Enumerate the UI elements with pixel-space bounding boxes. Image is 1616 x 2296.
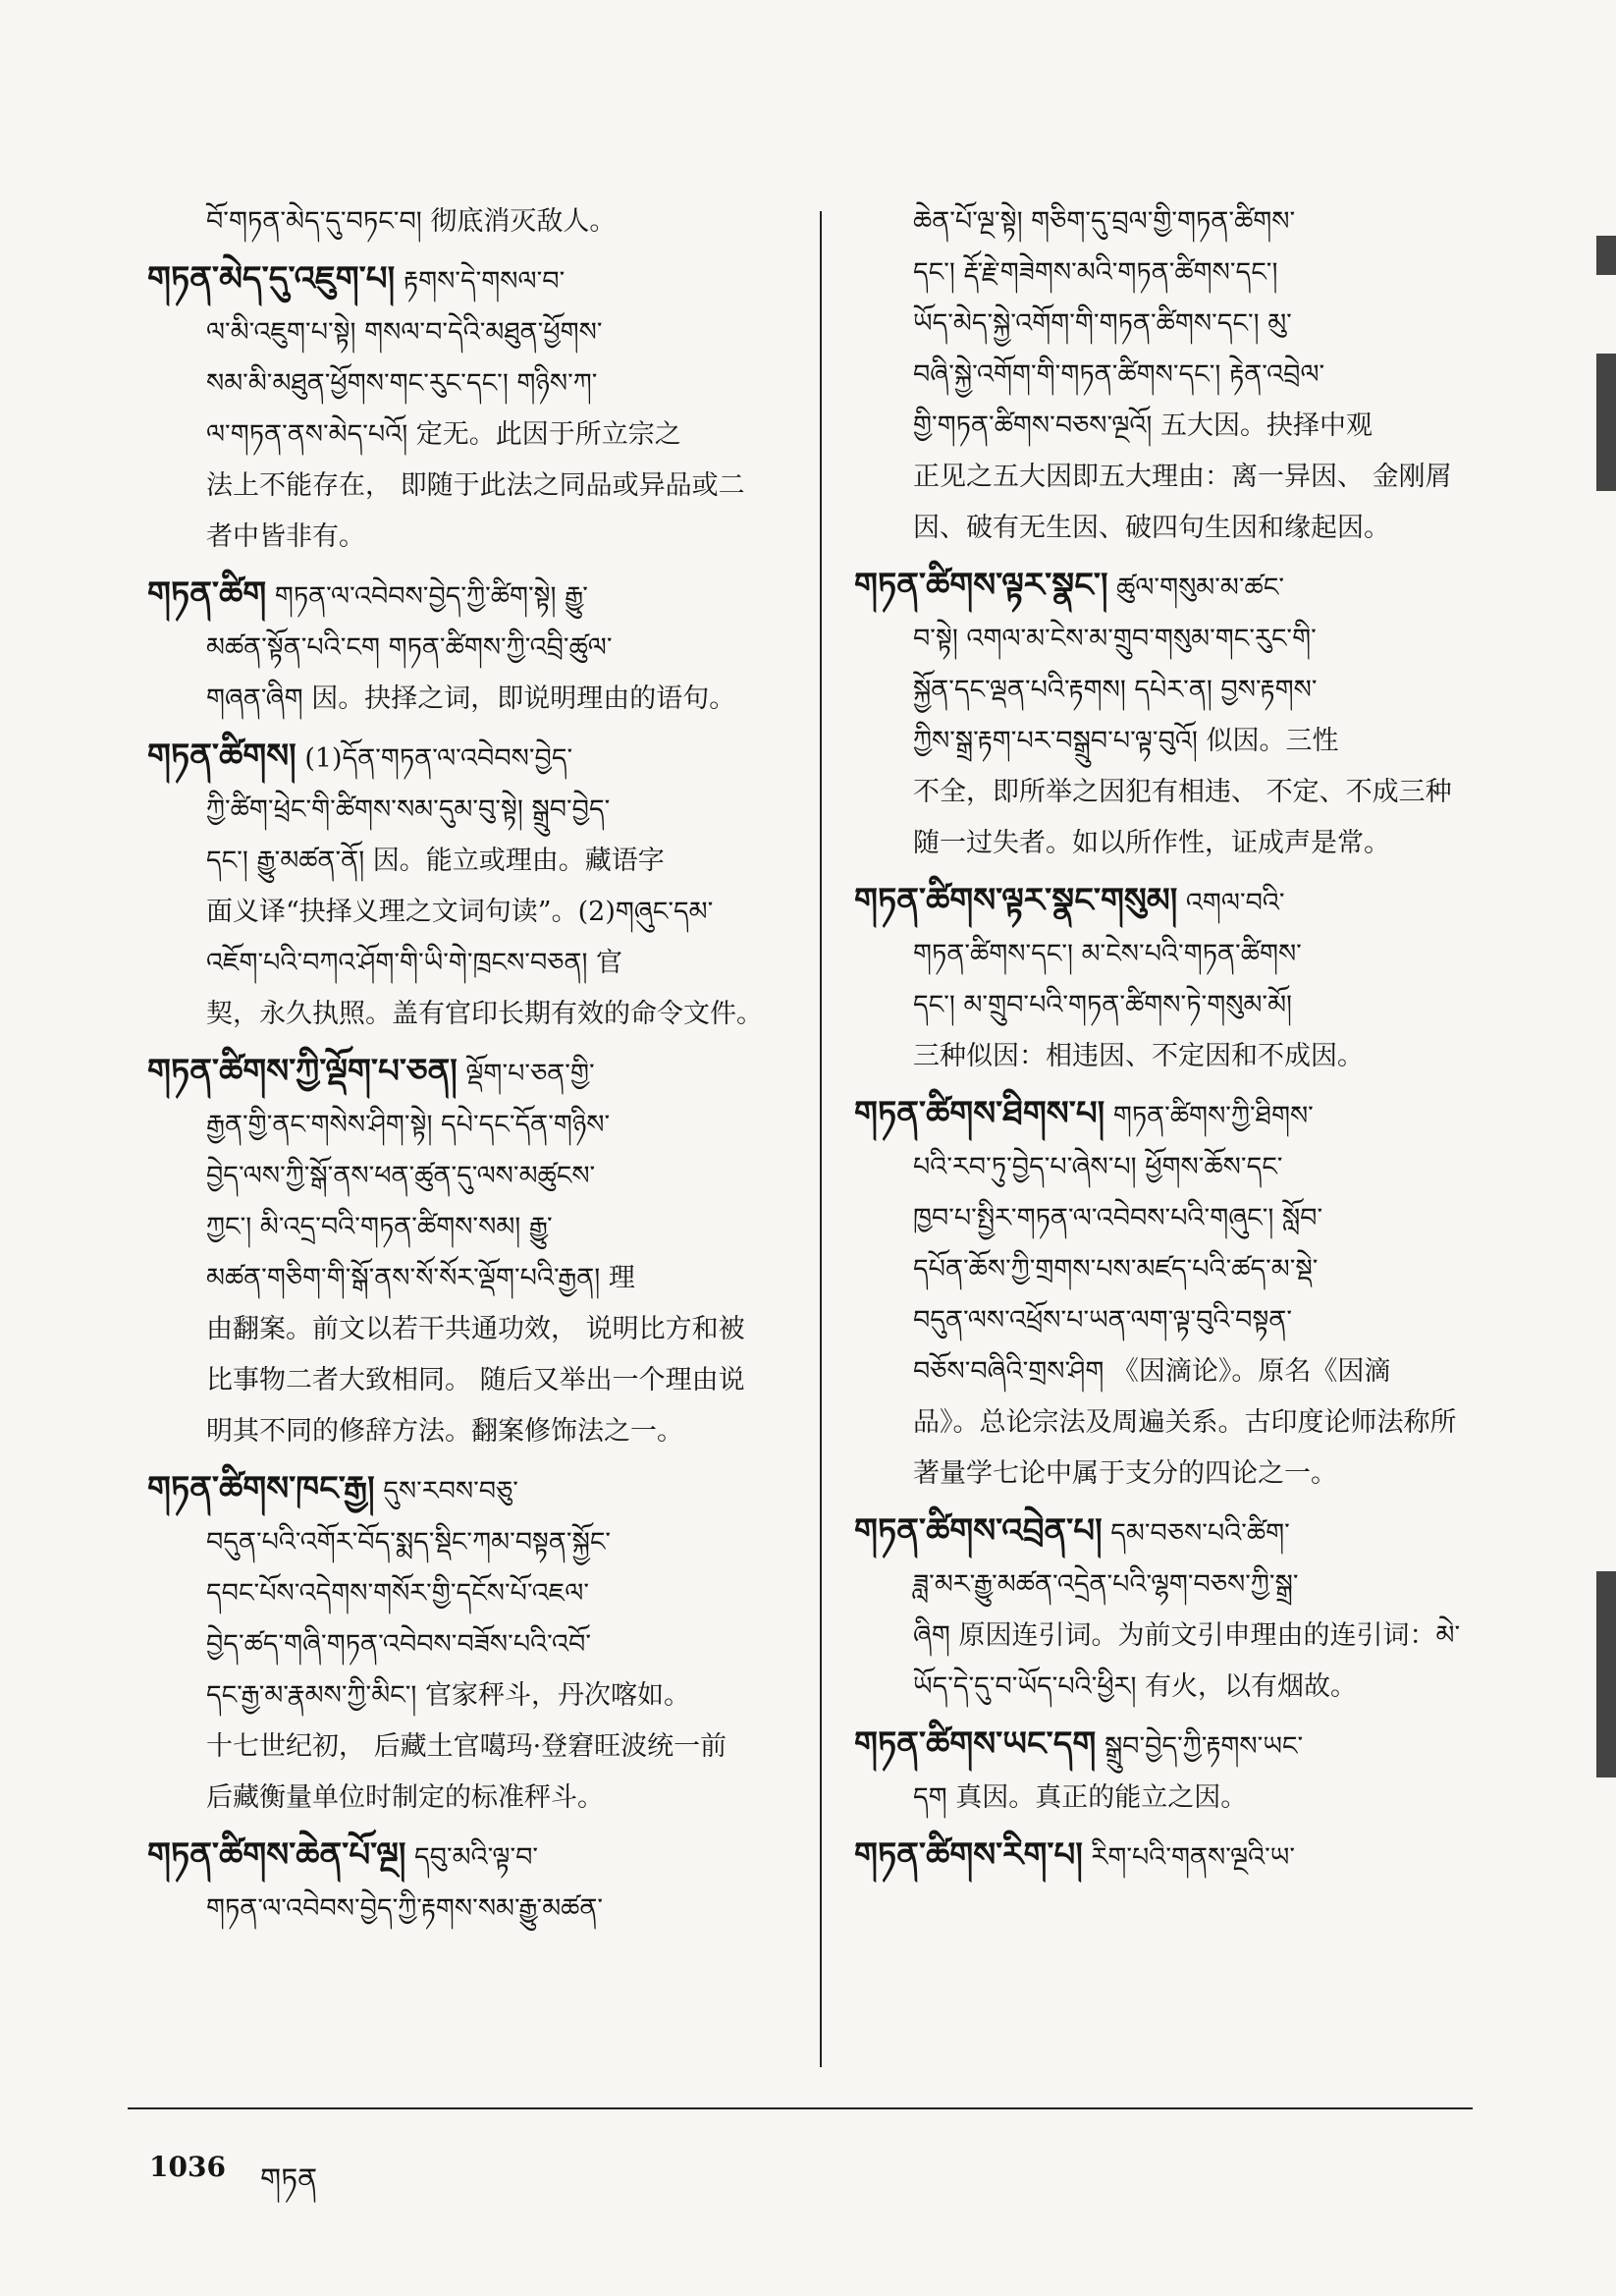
entry-text: གཞན་ཞིག 因。抉择之词，即说明理由的语句。 [206, 683, 736, 714]
entry-text: ཀྱང་། མི་འདྲ་བའི་གཏན་ཚིགས་སམ། རྒྱུ་ [206, 1212, 553, 1242]
entry-text: ཡོད་མེད་སྐྱེ་འགོག་གི་གཏན་ཚིགས་དང་། མུ་ [913, 308, 1292, 339]
page-number: 1036 [149, 2151, 226, 2183]
entry-line [147, 1463, 795, 1517]
entry-headword: གཏན་ཚིགས་ཐིགས་པ། [854, 1094, 1105, 1133]
entry-headword: གཏན་ཚིགས་རིག་པ། [854, 1835, 1083, 1875]
entry-text: དང་། རྒྱུ་མཚན་ནོ། 因。能立或理由。藏语字 [206, 846, 665, 876]
entry-line [854, 1830, 1492, 1884]
entry-line [147, 1406, 795, 1457]
entry-line [147, 358, 795, 410]
entry-text: གཏན་ལ་འབེབས་བྱེད་ཀྱི་རྟགས་སམ་རྒྱུ་མཚན་ [206, 1893, 604, 1924]
entry-line [854, 1719, 1492, 1773]
entry-text: 十七世纪初， 后藏土官噶玛·登窘旺波统一前 [206, 1731, 727, 1762]
entry-line [147, 410, 795, 461]
entry-line [854, 929, 1492, 980]
entry-line [854, 1611, 1492, 1662]
entry-text: 不全，即所举之因犯有相违、 不定、不成三种 [913, 777, 1452, 807]
entry-text: གཏན་ཚིགས་དང་། མ་ངེས་པའི་གཏན་ཚིགས་ [913, 939, 1302, 969]
entry-line [147, 1046, 795, 1100]
entry-line [854, 1244, 1492, 1295]
dictionary-entry [147, 1830, 795, 1935]
entry-text: བ་སྟེ། འགལ་མ་ངེས་མ་གྲུབ་གསུམ་གང་རུང་གི་ [913, 624, 1317, 654]
dictionary-entry [854, 1088, 1492, 1500]
dictionary-entry [854, 875, 1492, 1082]
entry-line [854, 1088, 1492, 1142]
entry-line [147, 1884, 795, 1935]
entry-text: ཟླ་མར་རྒྱུ་མཚན་འདྲེན་པའི་ལྷག་བཅས་ཀྱི་སྒྲ་ [913, 1569, 1299, 1600]
dictionary-entry [854, 196, 1492, 554]
entry-text: འཇོག་པའི་བཀའ་ཤོག་གི་ཡི་གེ་ཁྲངས་བཅན། 官 [206, 948, 623, 978]
entry-text: བདུན་པའི་འགོར་བོད་སྨད་སྡིང་ཀམ་བསྟན་སྐྱོང་ [206, 1527, 612, 1558]
entry-text: 著量学七论中属于支分的四论之一。 [913, 1458, 1337, 1489]
dictionary-entry [854, 1505, 1492, 1713]
dictionary-entry [147, 253, 795, 563]
entry-text: དུས་རབས་བཅུ་ [383, 1476, 518, 1506]
entry-line [147, 674, 795, 725]
entry-text: གྱི་གཏན་ཚིགས་བཅས་ལྔའོ། 五大因。抉择中观 [913, 410, 1373, 441]
edge-mark [1596, 354, 1616, 491]
entry-line [147, 1100, 795, 1151]
entry-text: (1)དོན་གཏན་ལ་འབེབས་བྱེད་ [304, 743, 573, 774]
column-divider [820, 211, 822, 2067]
edge-mark [1596, 236, 1616, 275]
footer-rule [128, 2107, 1473, 2109]
entry-line [147, 989, 795, 1040]
entry-line [854, 818, 1492, 869]
entry-line [147, 887, 795, 938]
entry-text: གཏན་ལ་འབེབས་བྱེད་ཀྱི་ཚིག་སྟེ། རྒྱུ་ [274, 581, 588, 612]
dictionary-entry [854, 560, 1492, 869]
entry-line [854, 299, 1492, 350]
entry-text: 者中皆非有。 [206, 521, 365, 552]
entry-text: དག 真因。真正的能立之因。 [913, 1782, 1248, 1813]
entry-text: རྒྱན་གྱི་ནང་གསེས་ཤིག་སྟེ། དཔེ་དང་དོན་གཉིས་ [206, 1110, 611, 1140]
entry-text: 正见之五大因即五大理由：离一异因、 金刚屑 [913, 462, 1452, 492]
entry-line [854, 452, 1492, 503]
entry-headword: གཏན་མེད་དུ་འཇུག་པ། [147, 259, 396, 299]
entry-line [147, 1202, 795, 1253]
entry-text: སམ་མི་མཐུན་ཕྱོགས་གང་རུང་དང་། གཉིས་ཀ་ [206, 368, 598, 399]
entry-line [854, 1559, 1492, 1611]
entry-text: པའི་རབ་ཏུ་བྱེད་པ་ཞེས་པ། ཕྱོགས་ཆོས་དང་ [913, 1152, 1283, 1182]
entry-line [147, 1568, 795, 1619]
entry-text: དམ་བཅས་པའི་ཚིག་ [1110, 1518, 1290, 1549]
entry-line [147, 461, 795, 512]
entry-text: ཁྱབ་པ་སྤྱིར་གཏན་ལ་འབེབས་པའི་གཞུང་། སློབ་ [913, 1203, 1323, 1233]
entry-headword: གཏན་ཚིག [147, 574, 267, 614]
entry-line [854, 560, 1492, 614]
entry-line [147, 1619, 795, 1670]
entry-line [854, 1031, 1492, 1082]
entry-line [854, 247, 1492, 299]
entry-line [854, 1449, 1492, 1500]
entry-text: 法上不能存在， 即随于此法之同品或异品或二 [206, 470, 745, 501]
entry-line [854, 767, 1492, 818]
entry-text: ལ་མི་འཇུག་པ་སྟེ། གསལ་བ་དེའི་མཐུན་ཕྱོགས་ [206, 317, 603, 348]
entry-line [147, 836, 795, 887]
entry-text: ལྡོག་པ་ཅན་གྱི་ [465, 1059, 595, 1089]
entry-line [854, 875, 1492, 929]
entry-text: ཀྱིས་སྒྲ་རྟག་པར་བསྒྲུབ་པ་ལྟ་བུའོ། 似因。三性 [913, 726, 1339, 756]
entry-headword: གཏན་ཚིགས་ཆེན་པོ་ལྔ། [147, 1835, 406, 1875]
entry-text: འགལ་བའི་ [1185, 888, 1285, 918]
dictionary-entry [147, 569, 795, 725]
entry-line [147, 1670, 795, 1722]
entry-text: 契，永久执照。盖有官印长期有效的命令文件。 [206, 999, 763, 1029]
entry-line [147, 569, 795, 623]
entry-line [854, 1773, 1492, 1824]
entry-headword: གཏན་ཚིགས་འབྲེན་པ། [854, 1511, 1103, 1551]
entry-text: བདུན་ལས་འཕྲོས་པ་ཡན་ལག་ལྟ་བུའི་བསྟན་ [913, 1305, 1293, 1336]
entry-line [147, 1253, 795, 1304]
entry-line [854, 350, 1492, 401]
entry-text: བྱེད་ལས་ཀྱི་སྒོ་ནས་ཕན་ཚུན་དུ་ལས་མཚུངས་ [206, 1161, 596, 1191]
entry-text: ཚུལ་གསུམ་མ་ཚང་ [1116, 573, 1285, 603]
entry-line [147, 307, 795, 358]
entry-headword: གཏན་ཚིགས་ཁང་རྒྱ། [147, 1469, 375, 1508]
entry-text: དཔོན་ཆོས་ཀྱི་གྲགས་པས་མཛད་པའི་ཚད་མ་སྡེ་ [913, 1254, 1319, 1285]
running-head: གཏན [260, 2162, 318, 2197]
entry-line [854, 1193, 1492, 1244]
dictionary-entry [147, 196, 795, 247]
entry-line [854, 1295, 1492, 1346]
entry-text: དབང་པོས་འདེགས་གསོར་གྱི་དངོས་པོ་འཇལ་ [206, 1578, 590, 1609]
entry-line [147, 1355, 795, 1406]
entry-line [854, 196, 1492, 247]
entry-text: མཚན་གཅིག་གི་སྒོ་ནས་སོ་སོར་ལྡོག་པའི་རྒྱན། 理 [206, 1263, 635, 1293]
dictionary-entry [854, 1830, 1492, 1884]
entry-text: 品》。总论宗法及周遍关系。古印度论师法称所 [913, 1407, 1457, 1438]
entry-text: 后藏衡量单位时制定的标准秤斗。 [206, 1782, 604, 1813]
entry-text: ཞིག 原因连引词。为前文引申理由的连引词：མེ་ [913, 1620, 1461, 1651]
entry-text: 面义译“抉择义理之文词句读”。(2)གཞུང་དམ་ [206, 897, 714, 927]
entry-text: མཚན་སྟོན་པའི་ངག གཏན་ཚིགས་ཀྱི་འབྲི་ཚུལ་ [206, 632, 613, 663]
entry-text: སྒྲུབ་བྱེད་ཀྱི་རྟགས་ཡང་ [1104, 1731, 1304, 1762]
entry-text: རིག་པའི་གནས་ལྔའི་ཡ་ [1091, 1842, 1295, 1873]
entry-line [147, 785, 795, 836]
entry-text: 由翻案。前文以若干共通功效， 说明比方和被 [206, 1314, 745, 1344]
entry-line [147, 1830, 795, 1884]
edge-mark [1596, 1571, 1616, 1777]
entry-text: བྱེད་ཚད་གཞི་གཏན་འབེབས་བཟོས་པའི་འབོ་ [206, 1629, 591, 1660]
entry-headword: གཏན་ཚིགས་ལྟར་སྣང་། [854, 566, 1108, 605]
entry-text: གཏན་ཚིགས་ཀྱི་ཐིགས་ [1112, 1101, 1314, 1131]
dictionary-entry [147, 1046, 795, 1457]
entry-line [854, 1346, 1492, 1397]
entry-line [147, 1773, 795, 1824]
entry-line [147, 1304, 795, 1355]
entry-text: དང་། མ་གྲུབ་པའི་གཏན་ཚིགས་ཏེ་གསུམ་མོ། [913, 990, 1293, 1020]
entry-line [854, 614, 1492, 665]
entry-line [147, 1151, 795, 1202]
entry-text: བཞི་སྐྱེ་འགོག་གི་གཏན་ཚིགས་དང་། རྟེན་འབྲེལ་ [913, 359, 1325, 390]
entry-line [854, 401, 1492, 452]
entry-text: ཡོད་དེ་དུ་བ་ཡོད་པའི་ཕྱིར། 有火，以有烟故。 [913, 1671, 1358, 1702]
entry-text: བཅོས་བཞིའི་གྲས་ཤིག 《因滴论》。原名《因滴 [913, 1356, 1391, 1387]
entry-line [147, 253, 795, 307]
entry-text: 比事物二者大致相同。 随后又举出一个理由说 [206, 1365, 745, 1395]
entry-headword: གཏན་ཚིགས་ཡང་དག [854, 1724, 1097, 1764]
entry-headword: གཏན་ཚིགས་ལྟར་སྣང་གསུམ། [854, 881, 1178, 920]
entry-line [854, 980, 1492, 1031]
entry-text: ཆེན་པོ་ལྔ་སྟེ། གཅིག་དུ་བྲལ་གྱི་གཏན་ཚིགས་ [913, 206, 1296, 237]
entry-line [147, 1517, 795, 1568]
entry-line [854, 1142, 1492, 1193]
entry-text: དང་རྒྱ་མ་རྣམས་ཀྱི་མིང་། 官家秤斗，丹次喀如。 [206, 1680, 690, 1711]
entry-text: ཀྱི་ཚིག་ཕྲེང་གི་ཚིགས་སམ་དུམ་བུ་སྟེ། སྒྲུབ་བྱེད་ [206, 794, 611, 825]
entry-line [147, 623, 795, 674]
entry-text: བོ་གཏན་མེད་དུ་བཏང་བ། 彻底消灭敌人。 [206, 206, 617, 237]
entry-line [147, 512, 795, 563]
entry-line [854, 1662, 1492, 1713]
entry-text: རྟགས་དེ་གསལ་བ་ [403, 266, 566, 297]
entry-line [147, 938, 795, 989]
dictionary-entry [147, 731, 795, 1040]
entry-text: ལ་གཏན་ནས་མེད་པའོ། 定无。此因于所立宗之 [206, 419, 681, 450]
entry-text: 三种似因：相违因、不定因和不成因。 [913, 1041, 1364, 1071]
entry-line [147, 196, 795, 247]
entry-line [854, 1397, 1492, 1449]
right-column [854, 196, 1492, 1889]
entry-line [147, 731, 795, 785]
entry-text: དང་། རྡོ་རྗེ་གཟེགས་མའི་གཏན་ཚིགས་དང་། [913, 257, 1278, 288]
left-column [147, 196, 795, 1941]
entry-line [854, 1505, 1492, 1559]
entry-text: སྐྱོན་དང་ལྡན་པའི་རྟགས། དཔེར་ན། བྱས་རྟགས་ [913, 675, 1318, 705]
entry-text: 随一过失者。如以所作性，证成声是常。 [913, 828, 1390, 858]
entry-text: 明其不同的修辞方法。翻案修饰法之一。 [206, 1416, 683, 1447]
entry-text: 因、破有无生因、破四句生因和缘起因。 [913, 513, 1390, 543]
entry-line [854, 716, 1492, 767]
entry-line [854, 503, 1492, 554]
dictionary-entry [854, 1719, 1492, 1824]
entry-line [147, 1722, 795, 1773]
entry-headword: གཏན་ཚིགས་ཀྱི་ལྡོག་པ་ཅན། [147, 1052, 458, 1091]
entry-headword: གཏན་ཚིགས། [147, 737, 296, 776]
dictionary-entry [147, 1463, 795, 1824]
entry-text: དབུ་མའི་ལྟ་བ་ [414, 1842, 539, 1873]
entry-line [854, 665, 1492, 716]
